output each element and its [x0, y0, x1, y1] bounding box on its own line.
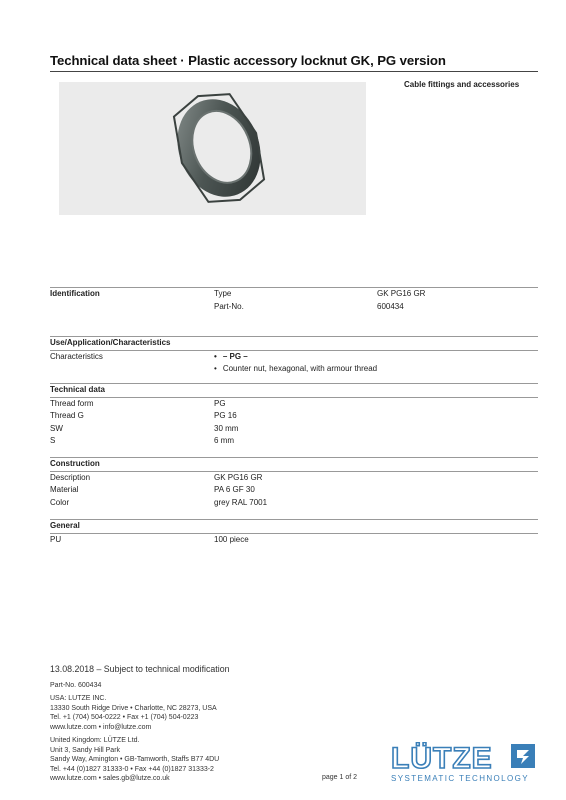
logo-graphic: [391, 742, 539, 774]
address-line: USA: LUTZE INC.: [50, 695, 107, 702]
page-title: Technical data sheet · Plastic accessory locknut GK, PG version: [50, 53, 446, 68]
locknut-image: [59, 82, 366, 215]
address-line: Sandy Way, Amington • GB-Tamworth, Staffs B77 4DU: [50, 756, 220, 763]
logo-wordmark: LÜTZE: [391, 742, 493, 774]
table-row: [50, 423, 538, 436]
type-value: GK PG16 GR: [377, 289, 426, 298]
category-label: Cable fittings and accessories: [404, 80, 520, 89]
table-row: [50, 497, 538, 510]
row-label: PU: [50, 534, 62, 544]
footer-partno: Part-No. 600434: [50, 682, 102, 689]
table-row: [50, 435, 538, 448]
row-value: 6 mm: [214, 436, 234, 445]
row-value: 30 mm: [214, 423, 239, 433]
row-value: PA 6 GF 30: [214, 485, 255, 494]
address-line: Unit 3, Sandy Hill Park: [50, 746, 121, 754]
general-section: [50, 519, 538, 546]
characteristics-item: • Counter nut, hexagonal, with armour thread: [214, 363, 377, 376]
table-row: [50, 472, 538, 485]
row-label: Thread G: [50, 411, 84, 420]
technical-heading: Technical data: [50, 385, 105, 394]
use-section: [50, 336, 538, 376]
technical-section: [50, 383, 538, 448]
address-line: Tel. +1 (704) 504-0222 • Fax +1 (704) 504-0223: [50, 714, 199, 721]
characteristics-label: Characteristics: [50, 351, 103, 361]
table-row: [50, 398, 538, 411]
address-line: www.lutze.com • info@lutze.com: [50, 723, 152, 731]
use-heading: Use/Application/Characteristics: [50, 338, 171, 347]
row-label: Material: [50, 485, 79, 494]
row-value: grey RAL 7001: [214, 497, 268, 507]
construction-heading: Construction: [50, 459, 100, 468]
row-value: 100 piece: [214, 534, 249, 544]
partno-label: Part-No.: [214, 301, 244, 311]
characteristics-item: • – PG –: [214, 351, 248, 364]
row-value: GK PG16 GR: [214, 472, 263, 482]
address-line: www.lutze.com • sales.gb@lutze.co.uk: [50, 775, 170, 782]
row-label: Thread form: [50, 398, 94, 408]
construction-section: [50, 457, 538, 509]
row-value: PG 16: [214, 411, 237, 420]
table-row: [50, 534, 538, 547]
type-label: Type: [214, 289, 232, 298]
partno-value: 600434: [377, 301, 404, 311]
page-number: page 1 of 2: [322, 774, 358, 781]
row-label: SW: [50, 423, 63, 433]
row-value: PG: [214, 398, 226, 408]
address-line: United Kingdom: LÜTZE Ltd.: [50, 737, 140, 744]
address-line: Tel. +44 (0)1827 31333-0 • Fax +44 (0)1827 31333-2: [50, 765, 214, 773]
footer-uk-address: [50, 736, 219, 784]
row-label: S: [50, 436, 56, 445]
logo-tagline: SYSTEMATIC TECHNOLOGY: [391, 774, 530, 783]
product-photo: [59, 82, 366, 215]
address-line: 13330 South Ridge Drive • Charlotte, NC 28273, USA: [50, 704, 217, 712]
general-heading: General: [50, 521, 80, 530]
footer-usa-address: [50, 694, 217, 732]
table-row: [50, 484, 538, 497]
row-label: Color: [50, 497, 70, 507]
title-divider: [50, 71, 538, 72]
footer-date: 13.08.2018 – Subject to technical modification: [50, 664, 230, 674]
identification-section: [50, 287, 538, 313]
row-label: Description: [50, 472, 91, 482]
identification-heading: Identification: [50, 289, 100, 298]
table-row: [50, 410, 538, 423]
